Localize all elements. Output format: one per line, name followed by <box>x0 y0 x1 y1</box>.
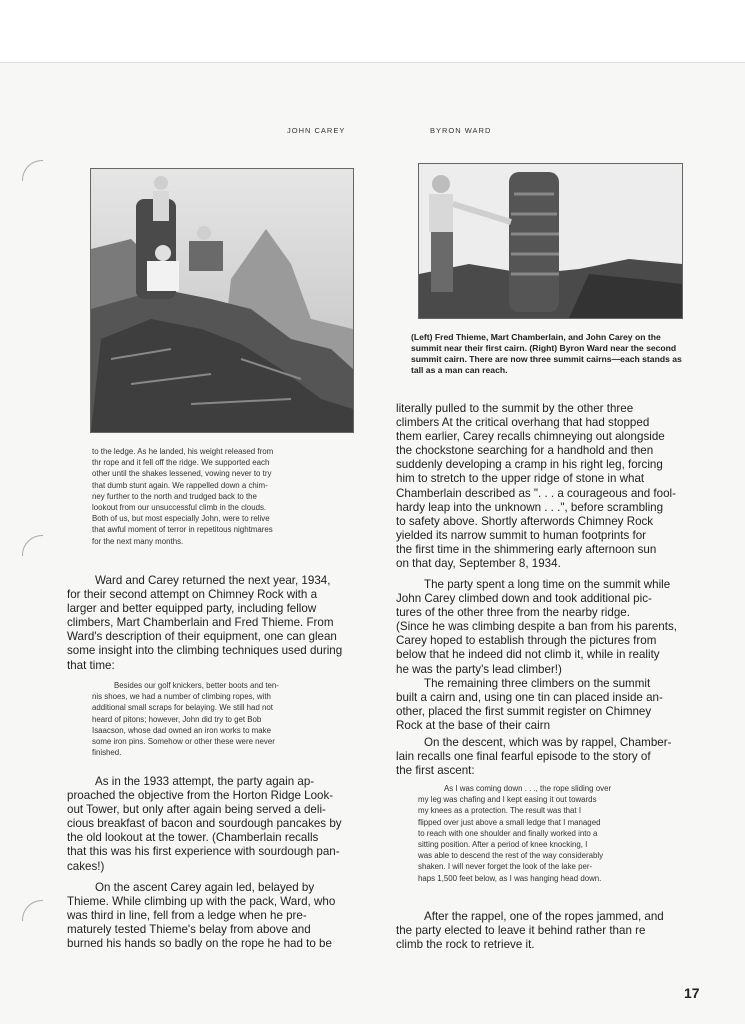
page-number: 17 <box>684 985 700 1001</box>
binding-mark <box>22 160 43 181</box>
quote-rappel: As I was coming down . . ., the rope sliding over my leg was chafing and I kept easing it out towards my knees as a protection. The result was that I flipped over just above a small ledge that I managed to reach with one shoulder and finally worked into a sitting position. After a period of knee knocking, I was able to descend the rest of the way considerably shaken. I will never forget the look of the lake per- haps 1,500 feet below, as I was hanging head down. <box>418 784 612 883</box>
paragraph-summit: literally pulled to the summit by the other three climbers At the critical overhang that had stopped them earlier, Carey recalls chimneying out alongside the chockstone searching for a handhold and then suddenly developing a cramp in his right leg, forcing him to stretch to the upper ridge of stone in what Chamberlain described as ". . . a courageous and fool- hardy leap into the unknown . . .", before scrambling to safety above. Shortly afterwords Chimney Rock yielded its narrow summit to human footprints for the first time in the shimmering early afternoon sun on that day, September 8, 1934. <box>396 402 676 571</box>
photo-label-right: BYRON WARD <box>430 126 492 135</box>
photo-caption: (Left) Fred Thieme, Mart Chamberlain, and John Carey on the summit near their first cairn. (Right) Byron Ward near the second summit cairn. There are now three summit cairns—each stands as tall as a man can reach. <box>411 332 682 375</box>
paragraph-approach: As in the 1933 attempt, the party again ap- proached the objective from the Horton Ridge Look- out Tower, but only after again being served a deli- cious breakfast of bacon and sourdough pancakes by the old lookout at the tower. (Chamberlain recalls that this was his first experience with sourdough pan- cakes!) <box>67 775 342 873</box>
paragraph-second-attempt: Ward and Carey returned the next year, 1934, for their second attempt on Chimney Rock with a larger and better equipped party, including fellow climbers, Mart Chamberlain and Fred Thieme. From Ward's description of their equipment, one can glean some insight into the climbing techniques used during that time: <box>67 574 343 672</box>
paragraph-pictures: The party spent a long time on the summit while John Carey climbed down and took additional pic- tures of the other three from the nearby ridge. (Since he was climbing despite a ban from his parents, Carey hoped to establish through the pictures from below that he indeed did not climb it, while in reality he was the party's lead climber!) <box>396 578 677 676</box>
paragraph-rope-jammed: After the rappel, one of the ropes jammed, and the party elected to leave it behind rather than re climb the rock to retrieve it. <box>396 910 664 952</box>
top-margin <box>0 0 745 62</box>
quote-equipment: Besides our golf knickers, better boots and ten- nis shoes, we had a number of climbing ropes, with additional small scraps for belaying. We still had not heard of pitons; however, John did try to get Bob Isaacson, whose dad owned an iron works to make some iron pins. Somehow or other these were never finished. <box>92 681 279 758</box>
summit-climbers-photo <box>90 168 354 433</box>
paragraph-descent: On the descent, which was by rappel, Chamber- lain recalls one final fearful episode to the story of the first ascent: <box>396 736 672 778</box>
binding-mark <box>22 535 43 556</box>
ward-cairn-photo <box>418 163 683 319</box>
paragraph-cairn: The remaining three climbers on the summit built a cairn and, using one tin can placed inside an- other, placed the first summit register on Chimney Rock at the base of their cairn <box>396 677 663 733</box>
photo-label-left: JOHN CAREY <box>287 126 346 135</box>
binding-mark <box>22 900 43 921</box>
quote-ledge-fall: to the ledge. As he landed, his weight released from thr rope and it fell off the ridge. We supported each other until the shakes lessened, vowing never to try that dumb stunt again. We rappelled down a chim- ney further to the north and trudged back to the lookout from our unsuccessful climb in the clouds. Both of us, but most especially John, were to relive that awful moment of terror in repetitous nightmares for the next many months. <box>92 447 274 546</box>
paragraph-ascent: On the ascent Carey again led, belayed by Thieme. While climbing up with the pack, Ward, who was third in line, fell from a ledge when he pre- maturely tested Thieme's belay from above and burned his hands so badly on the rope he had to be <box>67 881 336 951</box>
scan-edge <box>0 62 745 63</box>
